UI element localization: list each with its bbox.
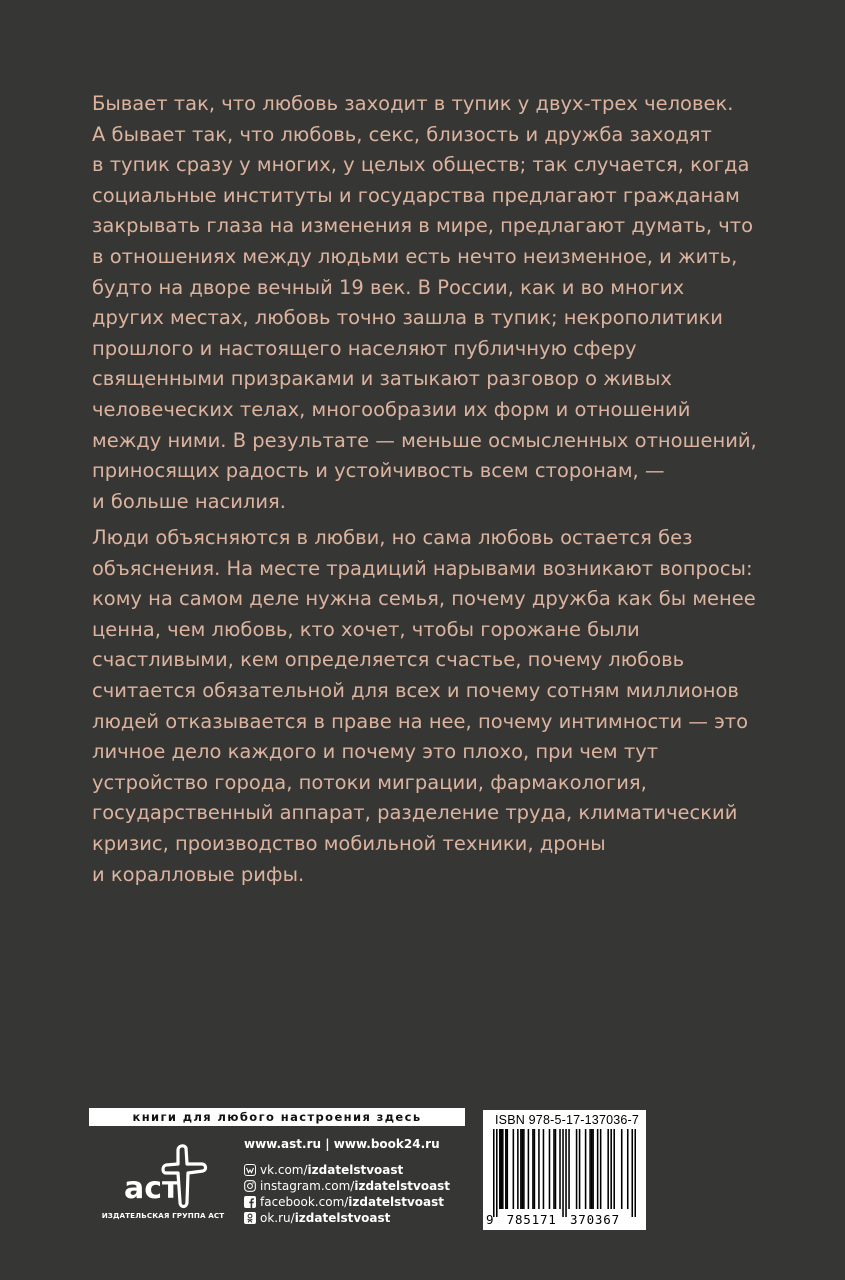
paragraph-2 bbox=[92, 523, 792, 890]
barcode-bar bbox=[591, 1129, 593, 1209]
barcode-bar bbox=[493, 1129, 495, 1217]
logo-text: аст bbox=[124, 1171, 180, 1206]
ean-first-digit: 9 bbox=[486, 1212, 495, 1227]
paragraph-2-line: кому на самом деле нужна семья, почему дружба как бы менее bbox=[92, 587, 756, 611]
paragraph-1-line: между ними. В результате — меньше осмысленных отношений, bbox=[92, 428, 757, 452]
paragraph-1-line: А бывает так, что любовь, секс, близость и дружба заходят bbox=[92, 122, 712, 146]
paragraph-2-line: считается обязательной для всех и почему сотням миллионов bbox=[92, 678, 739, 702]
barcode-bar bbox=[538, 1129, 540, 1209]
barcode-bar bbox=[610, 1129, 612, 1209]
paragraph-1-line: других местах, любовь точно зашла в тупик; некрополитики bbox=[92, 306, 723, 330]
vk-handle: izdatelstvoast bbox=[307, 1163, 404, 1177]
facebook-prefix: facebook.com/ bbox=[260, 1195, 349, 1209]
paragraph-1-line: в отношениях между людьми есть нечто неизменное, и жить, bbox=[92, 244, 738, 268]
paragraph-2-line: устройство города, потоки миграции, фармакология, bbox=[92, 770, 647, 794]
barcode-bar bbox=[501, 1129, 503, 1209]
social-link-facebook[interactable] bbox=[244, 1194, 450, 1210]
barcode-bar bbox=[559, 1129, 561, 1209]
social-links bbox=[244, 1162, 450, 1226]
ok-prefix: ok.ru/ bbox=[260, 1211, 295, 1225]
barcode-bar bbox=[555, 1129, 557, 1209]
paragraph-1-line: прошлого и настоящего населяют публичную сферу bbox=[92, 336, 637, 360]
barcode-bar bbox=[496, 1129, 498, 1217]
barcode-bar bbox=[631, 1129, 633, 1217]
ean-group-2: 370367 bbox=[569, 1212, 620, 1227]
paragraph-2-line: кризис, производство мобильной техники, дроны bbox=[92, 831, 606, 855]
barcode-panel bbox=[483, 1110, 646, 1230]
barcode-bar bbox=[585, 1129, 587, 1209]
instagram-handle: izdatelstvoast bbox=[354, 1179, 451, 1193]
barcode-bar bbox=[568, 1129, 570, 1209]
paragraph-1-line: приносящих радость и устойчивость всем сторонам, — bbox=[92, 459, 665, 483]
isbn-label: ISBN 978-5-17-137036-7 bbox=[495, 1113, 640, 1127]
paragraph-2-line: объяснения. На месте традиций нарывами возникают вопросы: bbox=[92, 556, 753, 580]
paragraph-1 bbox=[92, 89, 792, 517]
paragraph-2-line: Люди объясняются в любви, но сама любовь остается без bbox=[92, 526, 693, 549]
barcode-bar bbox=[528, 1129, 530, 1209]
barcode-bar bbox=[589, 1129, 591, 1209]
barcode-bar bbox=[627, 1129, 629, 1209]
paragraph-2-line: людей отказывается в праве на нее, почему интимности — это bbox=[92, 709, 749, 733]
paragraph-2-line: личное дело каждого и почему это плохо, при чем тут bbox=[92, 740, 659, 764]
paragraph-2-line: государственный аппарат, разделение труда, климатический bbox=[92, 801, 738, 825]
barcode-bar bbox=[562, 1129, 564, 1217]
facebook-icon bbox=[244, 1196, 256, 1208]
paragraph-1-line: будто на дворе вечный 19 век. В России, как и во многих bbox=[92, 275, 685, 299]
barcode-bar bbox=[520, 1129, 522, 1209]
logo-caption: ИЗДАТЕЛЬСКАЯ ГРУППА АСТ bbox=[101, 1211, 225, 1220]
web-links[interactable]: www.ast.ru | www.book24.ru bbox=[244, 1137, 440, 1151]
social-link-ok[interactable] bbox=[244, 1210, 450, 1226]
ok-handle: izdatelstvoast bbox=[294, 1211, 391, 1225]
barcode-bar bbox=[499, 1129, 501, 1209]
paragraph-1-line: человеческих телах, многообразии их форм и отношений bbox=[92, 397, 691, 421]
barcode-icon bbox=[493, 1129, 636, 1217]
paragraph-1-line: в тупик сразу у многих, у целых обществ; так случается, когда bbox=[92, 153, 750, 177]
barcode-bar bbox=[549, 1129, 551, 1209]
barcode-bar bbox=[621, 1129, 623, 1209]
instagram-icon bbox=[244, 1180, 256, 1192]
ean-digits bbox=[486, 1212, 643, 1227]
barcode-bar bbox=[576, 1129, 578, 1209]
barcode-bar bbox=[597, 1129, 599, 1209]
barcode-bar bbox=[505, 1129, 507, 1209]
barcode-bar bbox=[553, 1129, 555, 1209]
footer-banner: книги для любого настроения здесь bbox=[89, 1108, 465, 1126]
paragraph-2-line: ценна, чем любовь, кто хочет, чтобы горожане были bbox=[92, 617, 640, 641]
paragraph-1-line: социальные институты и государства предлагают гражданам bbox=[92, 183, 740, 207]
barcode-bar bbox=[513, 1129, 515, 1209]
barcode-bar bbox=[634, 1129, 636, 1217]
barcode-bar bbox=[523, 1129, 525, 1209]
barcode-bar bbox=[543, 1129, 545, 1209]
barcode-bar bbox=[579, 1129, 581, 1209]
barcode-bar bbox=[592, 1129, 594, 1209]
social-link-instagram[interactable] bbox=[244, 1178, 450, 1194]
barcode-bar bbox=[534, 1129, 536, 1209]
vk-prefix: vk.com/ bbox=[260, 1163, 308, 1177]
paragraph-1-line: священными призраками и затыкают разговор о живых bbox=[92, 367, 672, 391]
barcode-bar bbox=[600, 1129, 602, 1209]
facebook-handle: izdatelstvoast bbox=[348, 1195, 444, 1209]
vk-icon bbox=[244, 1164, 256, 1176]
paragraph-1-line: Бывает так, что любовь заходит в тупик у двух-трех человек. bbox=[92, 92, 734, 115]
barcode-bar bbox=[607, 1129, 609, 1209]
paragraph-1-line: и больше насилия. bbox=[92, 489, 286, 513]
paragraph-2-line: и коралловые рифы. bbox=[92, 862, 305, 886]
ean-group-1: 785171 bbox=[506, 1212, 557, 1227]
barcode-bar bbox=[522, 1129, 524, 1209]
barcode-bar bbox=[565, 1129, 567, 1217]
barcode-bar bbox=[502, 1129, 504, 1209]
barcode-bar bbox=[507, 1129, 509, 1209]
paragraph-2-line: счастливыми, кем определяется счастье, почему любовь bbox=[92, 648, 685, 672]
odnoklassniki-icon bbox=[244, 1212, 256, 1224]
barcode-bar bbox=[517, 1129, 519, 1209]
barcode-bar bbox=[613, 1129, 615, 1209]
barcode-bar bbox=[532, 1129, 534, 1209]
social-link-vk[interactable] bbox=[244, 1162, 450, 1178]
paragraph-1-line: закрывать глаза на изменения в мире, предлагают думать, что bbox=[92, 214, 754, 238]
instagram-prefix: instagram.com/ bbox=[260, 1179, 355, 1193]
